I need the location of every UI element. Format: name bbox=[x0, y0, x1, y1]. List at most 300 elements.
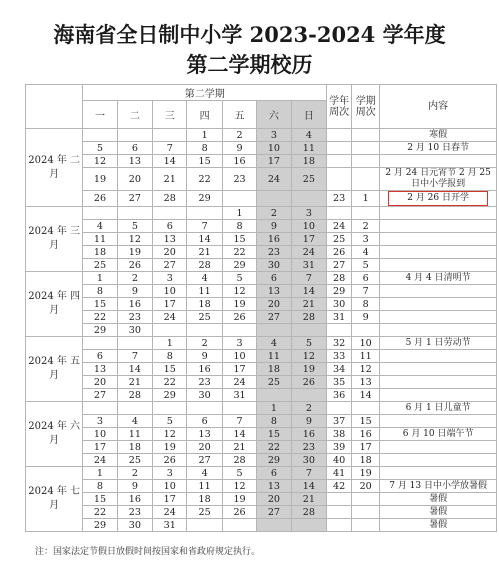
day-cell: 28 bbox=[117, 389, 152, 402]
day-cell: 11 bbox=[117, 428, 152, 441]
day-cell: 30 bbox=[117, 519, 152, 532]
content-cell bbox=[380, 389, 497, 402]
header-row-semester bbox=[26, 85, 497, 101]
day-cell: 3 bbox=[153, 272, 187, 285]
day-cell: 23 bbox=[187, 376, 222, 389]
day-cell: 3 bbox=[257, 129, 291, 142]
day-cell: 11 bbox=[187, 480, 222, 493]
term-week-cell bbox=[352, 129, 380, 142]
calendar-week-row bbox=[26, 337, 497, 350]
day-cell: 13 bbox=[117, 155, 152, 168]
header-weekday: 六 bbox=[257, 101, 291, 129]
day-cell: 24 bbox=[83, 454, 117, 467]
content-cell bbox=[380, 311, 497, 324]
day-cell: 15 bbox=[83, 298, 117, 311]
day-cell: 2 bbox=[291, 402, 327, 415]
day-cell: 26 bbox=[83, 191, 117, 207]
title-line-2: 第二学期校历 bbox=[186, 52, 313, 77]
content-cell: 暑假 bbox=[380, 506, 497, 519]
day-cell: 7 bbox=[187, 220, 222, 233]
content-cell bbox=[380, 155, 497, 168]
day-cell bbox=[257, 191, 291, 207]
day-cell: 23 bbox=[257, 246, 291, 259]
day-cell bbox=[83, 337, 117, 350]
content-cell: 暑假 bbox=[380, 519, 497, 532]
school-week-cell: 37 bbox=[327, 415, 352, 428]
header-school-week: 学年周次 bbox=[327, 85, 352, 129]
content-cell bbox=[380, 454, 497, 467]
day-cell: 21 bbox=[117, 376, 152, 389]
day-cell: 17 bbox=[153, 298, 187, 311]
day-cell: 20 bbox=[117, 168, 152, 191]
content-cell bbox=[380, 233, 497, 246]
term-week-cell bbox=[352, 493, 380, 506]
day-cell: 15 bbox=[222, 233, 256, 246]
content-cell: 5 月 1 日劳动节 bbox=[380, 337, 497, 350]
day-cell: 22 bbox=[222, 246, 256, 259]
day-cell bbox=[187, 402, 222, 415]
day-cell: 21 bbox=[291, 493, 327, 506]
day-cell: 16 bbox=[222, 155, 256, 168]
day-cell bbox=[153, 207, 187, 220]
term-week-cell: 10 bbox=[352, 337, 380, 350]
day-cell: 2 bbox=[257, 207, 291, 220]
calendar-week-row bbox=[26, 220, 497, 233]
day-cell: 14 bbox=[117, 363, 152, 376]
day-cell: 24 bbox=[222, 376, 256, 389]
day-cell: 17 bbox=[291, 233, 327, 246]
day-cell: 20 bbox=[257, 493, 291, 506]
content-cell: 2 月 24 日元宵节 2 月 25 日中小学报到 bbox=[380, 168, 497, 191]
school-week-cell bbox=[327, 168, 352, 191]
content-cell bbox=[380, 441, 497, 454]
day-cell bbox=[153, 324, 187, 337]
day-cell: 6 bbox=[83, 350, 117, 363]
day-cell: 3 bbox=[222, 337, 256, 350]
day-cell bbox=[291, 191, 327, 207]
calendar-week-row bbox=[26, 441, 497, 454]
term-week-cell: 17 bbox=[352, 441, 380, 454]
school-week-cell bbox=[327, 207, 352, 220]
day-cell bbox=[117, 207, 152, 220]
day-cell: 21 bbox=[187, 246, 222, 259]
day-cell bbox=[117, 337, 152, 350]
content-cell: 7 月 13 日中小学放暑假 bbox=[380, 480, 497, 493]
day-cell: 9 bbox=[117, 480, 152, 493]
header-weekday: 日 bbox=[291, 101, 327, 129]
content-cell bbox=[380, 376, 497, 389]
day-cell: 10 bbox=[257, 142, 291, 155]
day-cell: 25 bbox=[117, 454, 152, 467]
day-cell: 6 bbox=[117, 142, 152, 155]
school-week-cell: 34 bbox=[327, 363, 352, 376]
day-cell: 26 bbox=[222, 311, 256, 324]
day-cell: 12 bbox=[222, 480, 256, 493]
day-cell: 10 bbox=[222, 350, 256, 363]
header-content: 内容 bbox=[380, 85, 497, 129]
day-cell: 9 bbox=[291, 415, 327, 428]
school-week-cell: 25 bbox=[327, 233, 352, 246]
term-week-cell: 6 bbox=[352, 272, 380, 285]
day-cell: 17 bbox=[222, 363, 256, 376]
day-cell: 30 bbox=[291, 454, 327, 467]
day-cell: 29 bbox=[222, 259, 256, 272]
month-label: 2024 年 三月 bbox=[26, 207, 83, 272]
day-cell: 14 bbox=[187, 233, 222, 246]
day-cell: 7 bbox=[291, 272, 327, 285]
day-cell bbox=[291, 519, 327, 532]
header-month-cell bbox=[26, 85, 83, 129]
term-week-cell bbox=[352, 519, 380, 532]
school-week-cell: 28 bbox=[327, 272, 352, 285]
footnote: 注：国家法定节假日放假时间按国家和省政府规定执行。 bbox=[35, 547, 261, 557]
day-cell: 26 bbox=[153, 454, 187, 467]
day-cell: 28 bbox=[291, 506, 327, 519]
school-week-cell: 24 bbox=[327, 220, 352, 233]
day-cell: 12 bbox=[291, 350, 327, 363]
term-week-cell: 14 bbox=[352, 389, 380, 402]
header-weekday: 三 bbox=[153, 101, 187, 129]
calendar-week-row bbox=[26, 285, 497, 298]
term-week-cell: 3 bbox=[352, 233, 380, 246]
day-cell: 20 bbox=[187, 441, 222, 454]
content-cell bbox=[380, 298, 497, 311]
day-cell: 31 bbox=[291, 259, 327, 272]
day-cell: 10 bbox=[291, 220, 327, 233]
day-cell bbox=[187, 207, 222, 220]
day-cell: 29 bbox=[257, 454, 291, 467]
day-cell: 15 bbox=[83, 493, 117, 506]
term-week-cell: 16 bbox=[352, 428, 380, 441]
day-cell: 5 bbox=[153, 415, 187, 428]
day-cell: 27 bbox=[83, 389, 117, 402]
day-cell: 7 bbox=[117, 350, 152, 363]
header-term-week: 学期周次 bbox=[352, 85, 380, 129]
day-cell: 30 bbox=[257, 259, 291, 272]
day-cell: 3 bbox=[291, 207, 327, 220]
day-cell: 5 bbox=[222, 272, 256, 285]
day-cell: 7 bbox=[222, 415, 256, 428]
day-cell: 6 bbox=[257, 467, 291, 480]
month-label: 2024 年 七月 bbox=[26, 467, 83, 532]
day-cell: 6 bbox=[187, 415, 222, 428]
calendar-week-row bbox=[26, 428, 497, 441]
calendar-week-row bbox=[26, 259, 497, 272]
day-cell: 5 bbox=[222, 467, 256, 480]
day-cell: 9 bbox=[257, 220, 291, 233]
day-cell: 1 bbox=[222, 207, 256, 220]
calendar-week-row bbox=[26, 519, 497, 532]
day-cell: 20 bbox=[257, 298, 291, 311]
day-cell: 27 bbox=[153, 259, 187, 272]
content-cell bbox=[380, 415, 497, 428]
day-cell: 19 bbox=[83, 168, 117, 191]
day-cell: 29 bbox=[83, 519, 117, 532]
day-cell: 21 bbox=[222, 441, 256, 454]
term-week-cell: 20 bbox=[352, 480, 380, 493]
day-cell: 13 bbox=[83, 363, 117, 376]
term-week-cell: 19 bbox=[352, 467, 380, 480]
content-cell bbox=[380, 246, 497, 259]
day-cell: 2 bbox=[222, 129, 256, 142]
day-cell: 15 bbox=[257, 428, 291, 441]
day-cell: 19 bbox=[222, 493, 256, 506]
day-cell: 13 bbox=[187, 428, 222, 441]
day-cell: 22 bbox=[257, 441, 291, 454]
day-cell: 22 bbox=[83, 506, 117, 519]
day-cell: 13 bbox=[257, 285, 291, 298]
term-week-cell: 13 bbox=[352, 376, 380, 389]
day-cell: 30 bbox=[117, 324, 152, 337]
day-cell: 4 bbox=[291, 129, 327, 142]
day-cell: 23 bbox=[291, 441, 327, 454]
day-cell: 12 bbox=[117, 233, 152, 246]
school-week-cell: 38 bbox=[327, 428, 352, 441]
header-weekday: 一 bbox=[83, 101, 117, 129]
day-cell: 4 bbox=[187, 467, 222, 480]
day-cell: 9 bbox=[222, 142, 256, 155]
day-cell bbox=[153, 402, 187, 415]
day-cell: 31 bbox=[153, 519, 187, 532]
day-cell: 23 bbox=[117, 311, 152, 324]
calendar-week-row bbox=[26, 311, 497, 324]
calendar-week-row bbox=[26, 506, 497, 519]
day-cell: 20 bbox=[83, 376, 117, 389]
day-cell: 25 bbox=[257, 376, 291, 389]
term-week-cell bbox=[352, 324, 380, 337]
day-cell: 19 bbox=[117, 246, 152, 259]
day-cell bbox=[222, 519, 256, 532]
header-semester: 第二学期 bbox=[83, 85, 327, 101]
term-week-cell bbox=[352, 155, 380, 168]
calendar-week-row bbox=[26, 363, 497, 376]
day-cell: 18 bbox=[83, 246, 117, 259]
calendar-week-row bbox=[26, 142, 497, 155]
day-cell: 24 bbox=[153, 311, 187, 324]
day-cell: 8 bbox=[257, 415, 291, 428]
day-cell: 13 bbox=[257, 480, 291, 493]
day-cell bbox=[257, 389, 291, 402]
calendar-week-row bbox=[26, 272, 497, 285]
day-cell: 28 bbox=[153, 191, 187, 207]
content-cell: 暑假 bbox=[380, 493, 497, 506]
calendar-week-row bbox=[26, 233, 497, 246]
day-cell: 7 bbox=[291, 467, 327, 480]
day-cell: 14 bbox=[153, 155, 187, 168]
day-cell: 24 bbox=[291, 246, 327, 259]
day-cell: 10 bbox=[153, 285, 187, 298]
day-cell: 6 bbox=[153, 220, 187, 233]
content-cell: 6 月 10 日端午节 bbox=[380, 428, 497, 441]
content-cell bbox=[380, 467, 497, 480]
day-cell bbox=[83, 402, 117, 415]
day-cell: 18 bbox=[257, 363, 291, 376]
day-cell: 16 bbox=[291, 428, 327, 441]
day-cell: 29 bbox=[187, 191, 222, 207]
calendar-week-row bbox=[26, 350, 497, 363]
term-week-cell: 15 bbox=[352, 415, 380, 428]
day-cell: 11 bbox=[257, 350, 291, 363]
calendar-week-row bbox=[26, 402, 497, 415]
content-cell: 2 月 10 日春节 bbox=[380, 142, 497, 155]
day-cell: 29 bbox=[153, 389, 187, 402]
term-week-cell: 9 bbox=[352, 311, 380, 324]
day-cell: 2 bbox=[117, 272, 152, 285]
calendar-week-row bbox=[26, 454, 497, 467]
term-week-cell: 8 bbox=[352, 298, 380, 311]
calendar-table bbox=[25, 84, 497, 532]
day-cell: 21 bbox=[291, 298, 327, 311]
day-cell: 12 bbox=[153, 428, 187, 441]
day-cell: 7 bbox=[153, 142, 187, 155]
day-cell: 11 bbox=[187, 285, 222, 298]
calendar-week-row bbox=[26, 191, 497, 207]
calendar-week-row bbox=[26, 246, 497, 259]
school-week-cell: 41 bbox=[327, 467, 352, 480]
day-cell: 26 bbox=[291, 376, 327, 389]
day-cell: 21 bbox=[153, 168, 187, 191]
day-cell: 25 bbox=[291, 168, 327, 191]
day-cell bbox=[291, 389, 327, 402]
term-week-cell: 4 bbox=[352, 246, 380, 259]
day-cell: 9 bbox=[187, 350, 222, 363]
school-week-cell bbox=[327, 129, 352, 142]
school-week-cell bbox=[327, 142, 352, 155]
school-week-cell bbox=[327, 402, 352, 415]
day-cell: 13 bbox=[153, 233, 187, 246]
school-week-cell: 36 bbox=[327, 389, 352, 402]
highlighted-event: 2 月 26 日开学 bbox=[388, 191, 488, 206]
term-week-cell: 2 bbox=[352, 220, 380, 233]
day-cell: 25 bbox=[187, 311, 222, 324]
day-cell bbox=[153, 129, 187, 142]
term-week-cell: 18 bbox=[352, 454, 380, 467]
content-cell: 寒假 bbox=[380, 129, 497, 142]
day-cell: 23 bbox=[117, 506, 152, 519]
calendar-week-row bbox=[26, 129, 497, 142]
day-cell: 10 bbox=[153, 480, 187, 493]
day-cell: 22 bbox=[187, 168, 222, 191]
header-weekday: 五 bbox=[222, 101, 256, 129]
day-cell: 22 bbox=[153, 376, 187, 389]
day-cell: 26 bbox=[222, 506, 256, 519]
day-cell: 20 bbox=[153, 246, 187, 259]
calendar-week-row bbox=[26, 155, 497, 168]
day-cell bbox=[83, 207, 117, 220]
term-week-cell: 11 bbox=[352, 350, 380, 363]
day-cell: 31 bbox=[222, 389, 256, 402]
day-cell: 17 bbox=[153, 493, 187, 506]
content-cell bbox=[380, 285, 497, 298]
term-week-cell: 7 bbox=[352, 285, 380, 298]
term-week-cell bbox=[352, 142, 380, 155]
calendar-week-row bbox=[26, 207, 497, 220]
day-cell: 27 bbox=[257, 311, 291, 324]
month-label: 2024 年 四月 bbox=[26, 272, 83, 337]
day-cell: 12 bbox=[222, 285, 256, 298]
day-cell: 2 bbox=[187, 337, 222, 350]
school-week-cell bbox=[327, 506, 352, 519]
calendar-week-row bbox=[26, 415, 497, 428]
calendar-week-row bbox=[26, 298, 497, 311]
day-cell: 17 bbox=[257, 155, 291, 168]
content-cell: 6 月 1 日儿童节 bbox=[380, 402, 497, 415]
calendar-week-row bbox=[26, 467, 497, 480]
day-cell: 3 bbox=[153, 467, 187, 480]
day-cell: 24 bbox=[257, 168, 291, 191]
content-cell bbox=[380, 220, 497, 233]
day-cell: 18 bbox=[291, 155, 327, 168]
day-cell: 26 bbox=[117, 259, 152, 272]
day-cell: 15 bbox=[153, 363, 187, 376]
month-label: 2024 年 五月 bbox=[26, 337, 83, 402]
calendar-week-row bbox=[26, 493, 497, 506]
content-cell bbox=[380, 191, 497, 207]
day-cell bbox=[222, 191, 256, 207]
month-label: 2024 年 六月 bbox=[26, 402, 83, 467]
day-cell: 18 bbox=[187, 493, 222, 506]
day-cell: 27 bbox=[187, 454, 222, 467]
day-cell bbox=[187, 324, 222, 337]
day-cell bbox=[291, 324, 327, 337]
day-cell: 1 bbox=[83, 467, 117, 480]
header-weekday: 二 bbox=[117, 101, 152, 129]
day-cell: 12 bbox=[83, 155, 117, 168]
day-cell: 28 bbox=[291, 311, 327, 324]
title-line-1: 海南省全日制中小学 2023-2024 学年度 bbox=[53, 22, 446, 47]
day-cell: 8 bbox=[222, 220, 256, 233]
school-week-cell bbox=[327, 324, 352, 337]
content-cell bbox=[380, 259, 497, 272]
content-cell bbox=[380, 324, 497, 337]
day-cell: 6 bbox=[257, 272, 291, 285]
day-cell: 25 bbox=[83, 259, 117, 272]
day-cell: 1 bbox=[187, 129, 222, 142]
day-cell: 8 bbox=[83, 285, 117, 298]
day-cell: 28 bbox=[222, 454, 256, 467]
content-cell: 4 月 4 日清明节 bbox=[380, 272, 497, 285]
day-cell: 1 bbox=[153, 337, 187, 350]
day-cell: 28 bbox=[187, 259, 222, 272]
day-cell: 14 bbox=[222, 428, 256, 441]
day-cell: 8 bbox=[187, 142, 222, 155]
calendar-week-row bbox=[26, 168, 497, 191]
school-week-cell: 31 bbox=[327, 311, 352, 324]
school-week-cell bbox=[327, 493, 352, 506]
day-cell: 4 bbox=[117, 415, 152, 428]
term-week-cell bbox=[352, 402, 380, 415]
day-cell: 11 bbox=[291, 142, 327, 155]
term-week-cell: 12 bbox=[352, 363, 380, 376]
term-week-cell: 5 bbox=[352, 259, 380, 272]
day-cell: 16 bbox=[117, 298, 152, 311]
day-cell bbox=[187, 519, 222, 532]
content-cell bbox=[380, 350, 497, 363]
day-cell bbox=[222, 324, 256, 337]
school-week-cell: 27 bbox=[327, 259, 352, 272]
term-week-cell bbox=[352, 168, 380, 191]
day-cell: 1 bbox=[257, 402, 291, 415]
school-week-cell bbox=[327, 155, 352, 168]
day-cell: 14 bbox=[291, 285, 327, 298]
term-week-cell bbox=[352, 207, 380, 220]
day-cell: 5 bbox=[291, 337, 327, 350]
day-cell: 11 bbox=[83, 233, 117, 246]
term-week-cell bbox=[352, 506, 380, 519]
school-week-cell: 23 bbox=[327, 191, 352, 207]
day-cell: 25 bbox=[187, 506, 222, 519]
header-weekday: 四 bbox=[187, 101, 222, 129]
